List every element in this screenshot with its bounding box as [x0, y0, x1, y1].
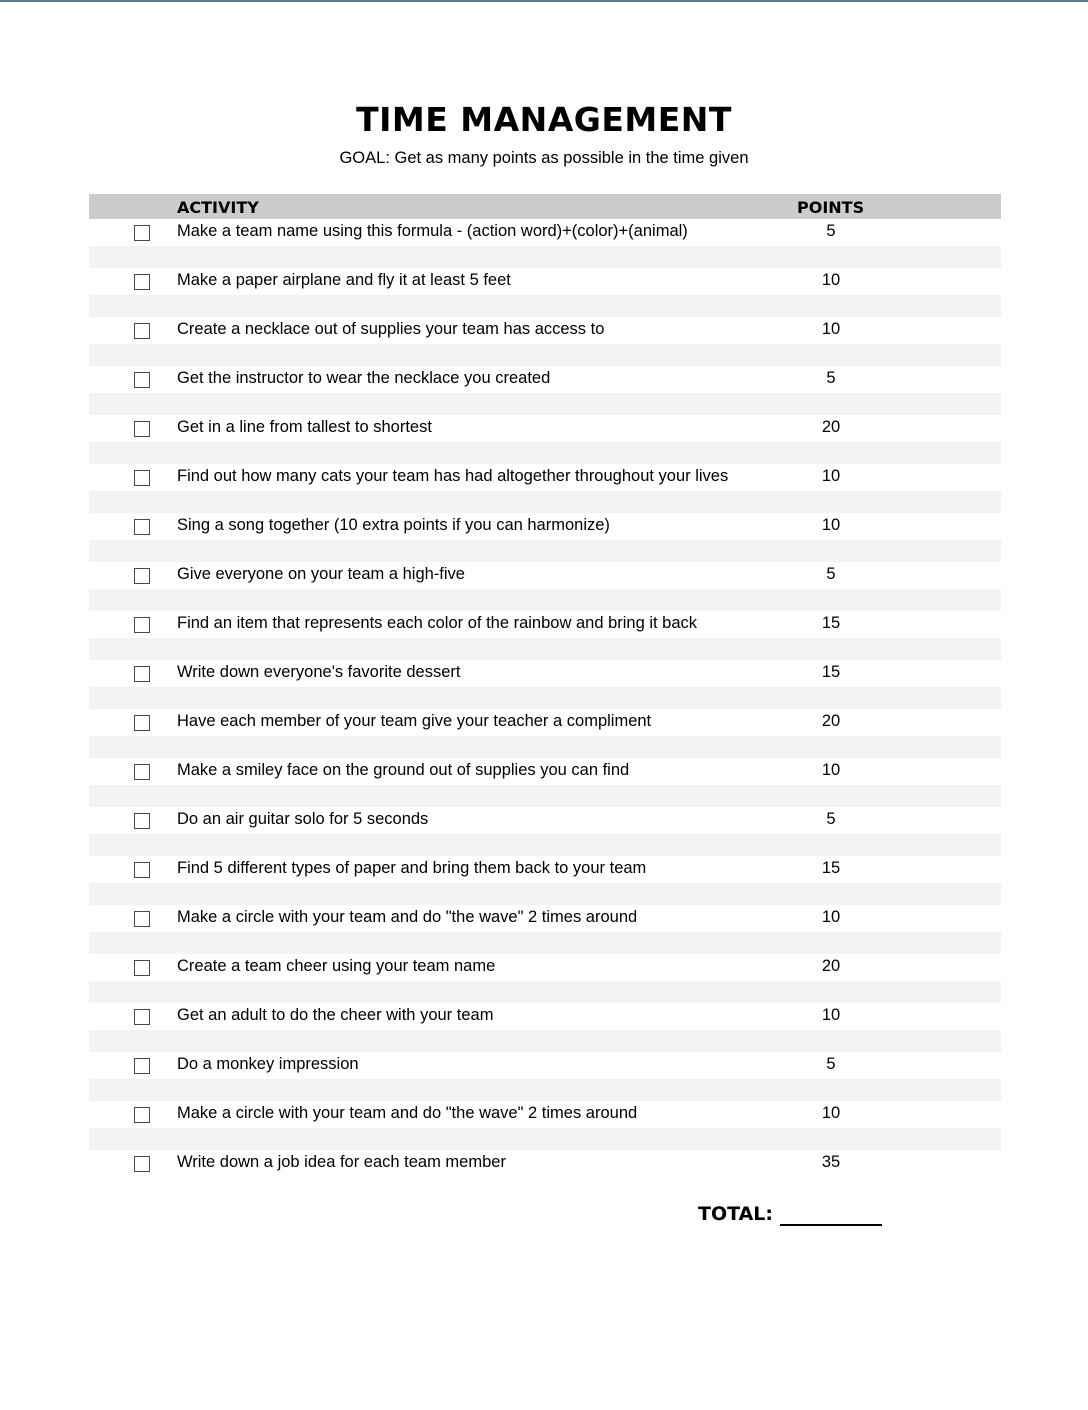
activity-text: Find an item that represents each color of the rainbow and bring it back: [177, 614, 698, 632]
row-stripe: [89, 1128, 1001, 1150]
activity-text: Do an air guitar solo for 5 seconds: [177, 810, 429, 828]
row-stripe: [89, 393, 1001, 415]
checkbox[interactable]: [134, 1009, 150, 1025]
row-stripe: [89, 638, 1001, 660]
table-row: [89, 758, 1001, 807]
row-stripe: [89, 344, 1001, 366]
activity-text: Make a circle with your team and do "the wave" 2 times around: [177, 1104, 638, 1122]
checkbox[interactable]: [134, 764, 150, 780]
activity-text: Get in a line from tallest to shortest: [177, 418, 432, 436]
table-row: [89, 709, 1001, 758]
table-row: [89, 268, 1001, 317]
checkbox[interactable]: [134, 323, 150, 339]
checkbox[interactable]: [134, 519, 150, 535]
table-row: [89, 1003, 1001, 1052]
table-row: [89, 660, 1001, 709]
activity-text: Find 5 different types of paper and bring them back to your team: [177, 859, 647, 877]
points-value: 10: [821, 1006, 841, 1024]
table-row: [89, 415, 1001, 464]
activity-table: [89, 194, 1001, 1199]
row-stripe: [89, 981, 1001, 1003]
checkbox[interactable]: [134, 274, 150, 290]
activity-text: Give everyone on your team a high-five: [177, 565, 465, 583]
table-row: [89, 1052, 1001, 1101]
points-value: 10: [821, 320, 841, 338]
activity-text: Make a team name using this formula - (action word)+(color)+(animal): [177, 222, 688, 240]
points-value: 15: [821, 614, 841, 632]
checkbox[interactable]: [134, 813, 150, 829]
checkbox[interactable]: [134, 372, 150, 388]
row-stripe: [89, 295, 1001, 317]
checkbox[interactable]: [134, 911, 150, 927]
points-value: 10: [821, 1104, 841, 1122]
points-value: 10: [821, 908, 841, 926]
row-stripe: [89, 1079, 1001, 1101]
table-row: [89, 954, 1001, 1003]
points-value: 35: [821, 1153, 841, 1171]
activity-text: Make a smiley face on the ground out of supplies you can find: [177, 761, 630, 779]
table-row: [89, 513, 1001, 562]
row-stripe: [89, 540, 1001, 562]
row-stripe: [89, 834, 1001, 856]
points-value: 20: [821, 712, 841, 730]
checkbox[interactable]: [134, 960, 150, 976]
table-row: [89, 1150, 1001, 1199]
table-row: [89, 366, 1001, 415]
row-stripe: [89, 785, 1001, 807]
activity-text: Make a paper airplane and fly it at least 5 feet: [177, 271, 511, 289]
row-stripe: [89, 491, 1001, 513]
total-label: TOTAL:: [698, 1203, 774, 1225]
checkbox[interactable]: [134, 715, 150, 731]
checkbox[interactable]: [134, 225, 150, 241]
checkbox[interactable]: [134, 1156, 150, 1172]
activity-text: Write down a job idea for each team member: [177, 1153, 506, 1171]
checkbox[interactable]: [134, 470, 150, 486]
activity-text: Make a circle with your team and do "the wave" 2 times around: [177, 908, 638, 926]
row-stripe: [89, 932, 1001, 954]
points-value: 15: [821, 663, 841, 681]
activity-text: Get an adult to do the cheer with your team: [177, 1006, 494, 1024]
row-stripe: [89, 589, 1001, 611]
row-stripe: [89, 442, 1001, 464]
row-stripe: [89, 883, 1001, 905]
activity-text: Do a monkey impression: [177, 1055, 359, 1073]
points-value: 20: [821, 957, 841, 975]
table-row: [89, 464, 1001, 513]
points-value: 20: [821, 418, 841, 436]
table-row: [89, 807, 1001, 856]
table-row: [89, 317, 1001, 366]
activity-text: Find out how many cats your team has had altogether throughout your lives: [177, 467, 729, 485]
row-stripe: [89, 736, 1001, 758]
table-row: [89, 905, 1001, 954]
checkbox[interactable]: [134, 421, 150, 437]
points-value: 10: [821, 516, 841, 534]
table-body: [89, 219, 1001, 1199]
checkbox[interactable]: [134, 666, 150, 682]
table-row: [89, 611, 1001, 660]
row-stripe: [89, 246, 1001, 268]
checkbox[interactable]: [134, 617, 150, 633]
table-header: [89, 194, 1001, 219]
points-value: 10: [821, 271, 841, 289]
table-row: [89, 562, 1001, 611]
activity-text: Have each member of your team give your teacher a compliment: [177, 712, 652, 730]
points-value: 10: [821, 761, 841, 779]
row-stripe: [89, 1030, 1001, 1052]
checkbox[interactable]: [134, 1107, 150, 1123]
points-value: 5: [826, 565, 836, 583]
table-row: [89, 219, 1001, 268]
activity-text: Create a team cheer using your team name: [177, 957, 496, 975]
activity-text: Sing a song together (10 extra points if you can harmonize): [177, 516, 610, 534]
points-value: 5: [826, 810, 836, 828]
points-value: 15: [821, 859, 841, 877]
table-row: [89, 856, 1001, 905]
row-stripe: [89, 687, 1001, 709]
activity-column-header: ACTIVITY: [177, 198, 259, 217]
points-column-header: POINTS: [797, 198, 865, 217]
checkbox[interactable]: [134, 568, 150, 584]
points-value: 10: [821, 467, 841, 485]
goal-text: GOAL: Get as many points as possible in the time given: [339, 149, 749, 167]
activity-text: Get the instructor to wear the necklace you created: [177, 369, 551, 387]
activity-text: Write down everyone's favorite dessert: [177, 663, 461, 681]
checkbox[interactable]: [134, 1058, 150, 1074]
page-title: TIME MANAGEMENT: [356, 100, 732, 139]
top-rule: [0, 0, 1088, 2]
points-value: 5: [826, 222, 836, 240]
points-value: 5: [826, 369, 836, 387]
points-value: 5: [826, 1055, 836, 1073]
activity-text: Create a necklace out of supplies your team has access to: [177, 320, 605, 338]
table-row: [89, 1101, 1001, 1150]
checkbox[interactable]: [134, 862, 150, 878]
total-blank-line[interactable]: [780, 1224, 882, 1226]
